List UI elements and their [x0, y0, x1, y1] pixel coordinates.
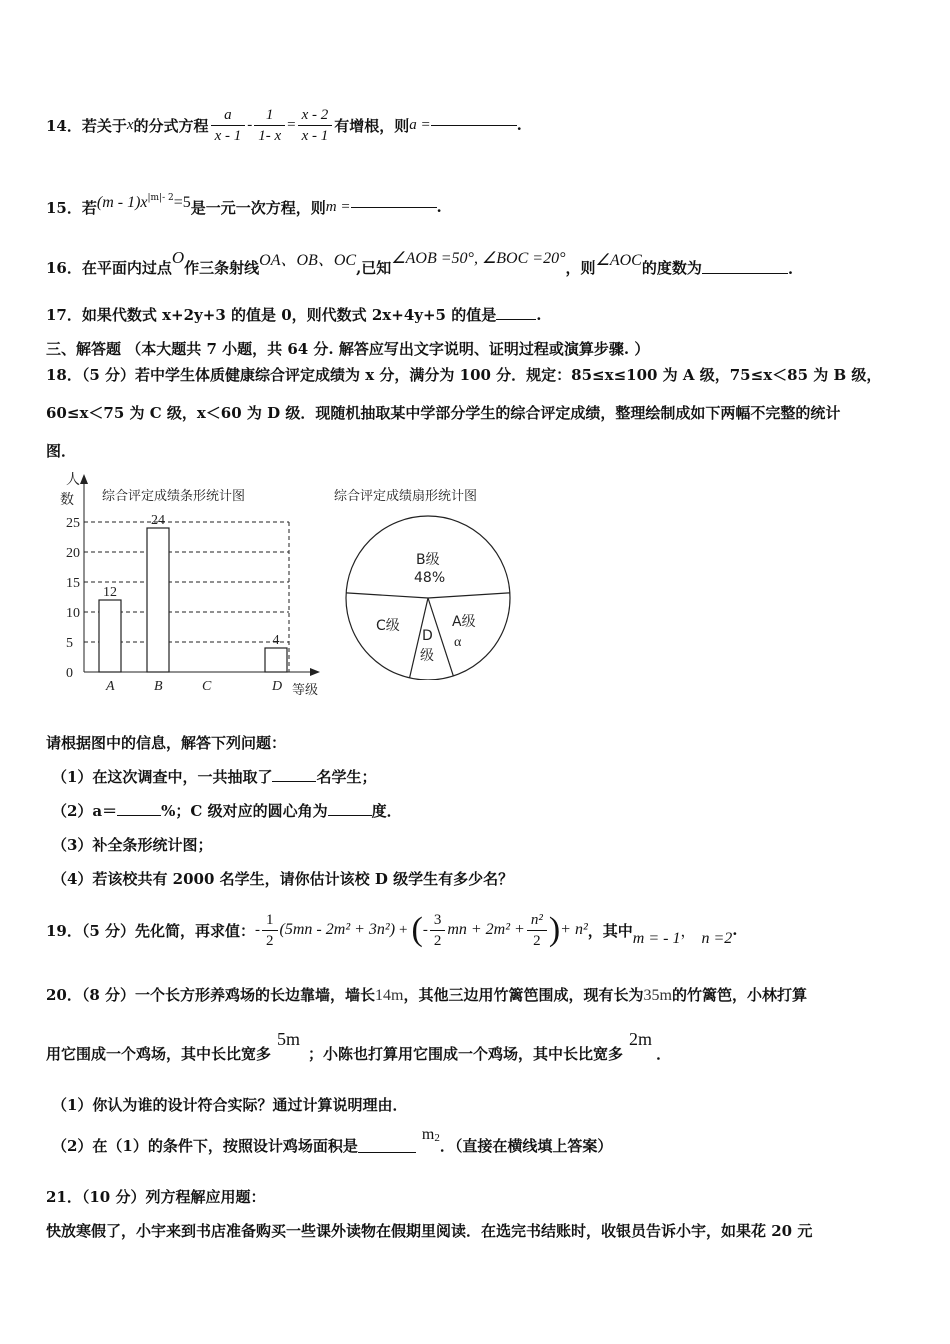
- pie-chart: [330, 480, 540, 680]
- q14-text-2: 有增根，则: [334, 116, 410, 135]
- q19-inner-minus: -: [422, 921, 428, 938]
- q18-part-1-text: （1）在这次调查中，一共抽取了: [52, 768, 273, 786]
- pie-chart-title: 综合评定成绩扇形统计图: [334, 489, 478, 504]
- bar-chart-ytick-label: 25: [66, 516, 80, 531]
- q19-text-2: ，其中: [587, 921, 633, 940]
- bar-chart-ylabel-bottom: 数: [60, 493, 74, 508]
- q20-area-unit: m: [421, 1126, 435, 1143]
- q19-plus: +: [399, 921, 408, 938]
- q20-part-1-text: （1）你认为谁的设计符合实际？通过计算说明理由．: [52, 1096, 408, 1114]
- bar-chart-ytick-label: 10: [66, 606, 80, 621]
- bar-chart-category-label: D: [272, 679, 283, 694]
- q20-part-2-tail: ．（直接在横线填上答案）: [439, 1137, 613, 1155]
- q19-comma: ，: [680, 923, 696, 940]
- q16-answer-blank[interactable]: [702, 272, 788, 274]
- q19-negative-sign: -: [255, 921, 261, 938]
- q18-line-1: [46, 364, 910, 385]
- q20-part-2: [52, 1126, 910, 1156]
- bar-chart-ylabel-top: 人: [66, 473, 80, 488]
- q18-part-3-text: （3）补全条形统计图；: [52, 836, 213, 854]
- q19-half: $\frac{1}{2}$: [262, 910, 278, 951]
- q14-number: 14．若关于: [46, 116, 127, 135]
- q21-line-2-text: 快放寒假了，小宇来到书店准备购买一些课外读物在假期里阅读．在选完书结账时，收银员告诉小宇，如果花 20 元: [46, 1222, 813, 1240]
- q14-fraction-2: $\frac{1}{1- x}$: [254, 105, 285, 146]
- q16-text-1: 作三条射线: [184, 259, 260, 277]
- pie-slice-d-label: D: [422, 628, 433, 644]
- q20-line-2: [46, 1030, 910, 1064]
- bar-chart-category-label: B: [154, 679, 163, 694]
- q18-part-2-blank-a[interactable]: [117, 814, 161, 816]
- q18-prompt: [46, 732, 910, 753]
- q20-line-1-text: 20．（8 分）一个长方形养鸡场的长边靠墙，墙长: [46, 986, 376, 1004]
- q19-condition-n: n =2: [701, 930, 733, 947]
- q15-answer-lhs: m =: [325, 198, 351, 215]
- q18-part-2-tail: 度．: [371, 802, 402, 820]
- question-17: [46, 304, 910, 325]
- pie-slice-b-percent: 48%: [414, 570, 446, 586]
- q20-part-1: [52, 1094, 910, 1115]
- q21-line-1: [46, 1186, 910, 1207]
- pie-slice-c-label: C级: [376, 618, 400, 634]
- q20-line-1: [46, 984, 910, 1005]
- pie-slice-d-label-2: 级: [420, 648, 434, 664]
- q17-end: .: [536, 306, 542, 324]
- question-15: [46, 190, 910, 224]
- q18-line-3-text: 图．: [46, 442, 77, 460]
- q14-variable: x: [126, 116, 134, 133]
- bar-chart-value-label: 24: [151, 513, 165, 528]
- q21-line-1-text: 21．（10 分）列方程解应用题：: [46, 1188, 266, 1206]
- bar-chart-value-label: 4: [272, 633, 280, 648]
- bar-chart-category-label: A: [106, 679, 115, 694]
- bar-chart-bar: [99, 600, 121, 672]
- q20-line-1-mid: ，其他三边用竹篱笆围成，现有长为: [403, 986, 644, 1004]
- bar-chart-y-arrow: [80, 474, 88, 484]
- q16-condition: ∠AOB =50°, ∠BOC =20°: [391, 250, 566, 267]
- q16-number: 16．在平面内过点: [46, 259, 172, 277]
- q18-part-2-mid: %；C 级对应的圆心角为: [161, 802, 328, 820]
- pie-slice-a-value: α: [454, 635, 462, 650]
- pie-slice-b-label: B级: [416, 552, 440, 568]
- q21-line-2: [46, 1220, 910, 1241]
- q14-answer-lhs: a =: [409, 116, 431, 133]
- q20-area-unit-exp: 2: [434, 1132, 440, 1144]
- bar-chart: [44, 470, 344, 700]
- q18-part-2: [52, 800, 910, 821]
- q18-part-2-blank-b[interactable]: [328, 814, 372, 816]
- q14-minus: -: [247, 116, 253, 133]
- q15-end: .: [436, 198, 442, 216]
- q20-difference-1: 5m: [277, 1029, 301, 1049]
- q15-expression: (m - 1)x: [96, 194, 148, 211]
- q15-number: 15．若: [46, 198, 97, 217]
- section-heading-text: 三、解答题 （本大题共 7 小题，共 64 分. 解答应写出文字说明、证明过程或演算步骤. ）: [46, 340, 650, 358]
- q19-condition-m: m = - 1: [632, 930, 681, 947]
- q14-fraction-1: $\frac{a}{x - 1}$: [211, 105, 246, 146]
- q19-n-squared-half: $\frac{\text{n²}}{2}$: [527, 910, 547, 951]
- q17-text: 17．如果代数式 x+2y+3 的值是 0，则代数式 2x+4y+5 的值是: [46, 306, 497, 324]
- q18-line-2: [46, 402, 910, 423]
- q14-fraction-3: $\frac{x - 2}{x - 1}$: [298, 105, 333, 146]
- section-heading: [46, 338, 910, 359]
- bar-chart-xlabel: 等级: [292, 683, 319, 698]
- q19-end: .: [732, 921, 738, 939]
- q16-end: .: [787, 260, 794, 278]
- question-16: [46, 244, 910, 278]
- bar-chart-title: 综合评定成绩条形统计图: [102, 489, 246, 504]
- bar-chart-ytick-label: 15: [66, 576, 80, 591]
- q19-second-group: mn + 2m² +: [447, 921, 525, 938]
- q20-wall-length: 14m: [375, 987, 404, 1004]
- q20-line-2-text: 用它围成一个鸡场，其中长比宽多: [46, 1045, 272, 1063]
- q18-line-2-text: 60≤x＜75 为 C 级，x＜60 为 D 级．现随机抽取某中学部分学生的综合评定成绩，整理绘制成如下两幅不完整的统计: [46, 404, 841, 422]
- q16-text-4: 的度数为: [641, 259, 702, 277]
- pie-slice-a-label: A级: [452, 614, 476, 630]
- q14-text: 的分式方程: [133, 116, 209, 135]
- bar-chart-x-arrow: [310, 668, 320, 676]
- bar-chart-bar: [147, 528, 169, 672]
- q15-rhs: =5: [173, 194, 191, 211]
- q15-exponent: |m|- 2: [147, 193, 174, 203]
- q18-part-1: [52, 766, 910, 787]
- q14-end: .: [516, 116, 522, 134]
- q20-difference-2: 2m: [629, 1029, 653, 1049]
- q18-part-4: [52, 868, 910, 889]
- q19-tail: + n²: [560, 921, 588, 938]
- q16-target-angle: ∠AOC: [595, 252, 642, 269]
- question-14: [46, 100, 910, 150]
- q19-text: 19．（5 分）先化简，再求值：: [46, 921, 256, 940]
- q18-prompt-text: 请根据图中的信息，解答下列问题：: [46, 734, 287, 752]
- q20-line-1-tail: 的竹篱笆，小林打算: [671, 986, 807, 1004]
- bar-chart-category-label: C: [202, 679, 212, 694]
- bar-chart-value-label: 12: [103, 585, 117, 600]
- q20-part-2-text: （2）在（1）的条件下，按照设计鸡场面积是: [52, 1137, 358, 1155]
- q14-answer-blank[interactable]: [431, 124, 517, 126]
- q20-line-2-tail: ．: [656, 1045, 672, 1063]
- q19-open-paren: (: [411, 911, 423, 948]
- q18-part-3: [52, 834, 910, 855]
- q19-close-paren: ): [548, 911, 561, 948]
- q18-part-1-tail: 名学生；: [316, 768, 377, 786]
- bar-chart-ytick-label: 20: [66, 546, 80, 561]
- q15-text: 是一元一次方程，则: [190, 198, 326, 217]
- q18-part-2-text: （2）a＝: [52, 802, 118, 820]
- q14-equals: =: [287, 116, 296, 133]
- q19-first-group: (5mn - 2m² + 3n²): [279, 921, 396, 938]
- q18-part-1-blank[interactable]: [272, 780, 316, 782]
- q18-part-4-text: （4）若该校共有 2000 名学生，请你估计该校 D 级学生有多少名？: [52, 870, 514, 888]
- q16-rays: OA、OB、OC: [259, 252, 357, 269]
- q16-text-2: ,已知: [356, 259, 392, 277]
- bar-chart-ytick-label: 5: [66, 636, 73, 651]
- question-19: [46, 902, 910, 958]
- q18-line-1-text: 18．（5 分）若中学生体质健康综合评定成绩为 x 分，满分为 100 分．规定：85≤x≤100 为 A 级，75≤x＜85 为 B 级，: [46, 366, 882, 384]
- bar-chart-bar: [265, 648, 287, 672]
- bar-chart-ytick-label: 0: [66, 666, 73, 681]
- q20-part-2-blank[interactable]: [358, 1151, 416, 1153]
- q20-line-2-mid: ；小陈也打算用它围成一个鸡场，其中长比宽多: [308, 1045, 624, 1063]
- q18-line-3: [46, 440, 910, 461]
- q15-answer-blank[interactable]: [351, 206, 437, 208]
- q20-fence-length: 35m: [643, 987, 672, 1004]
- q19-three-halves: $\frac{3}{2}$: [430, 910, 446, 951]
- q17-answer-blank[interactable]: [496, 318, 536, 320]
- q16-text-3: ，则: [565, 259, 596, 277]
- q16-point: O: [171, 248, 185, 267]
